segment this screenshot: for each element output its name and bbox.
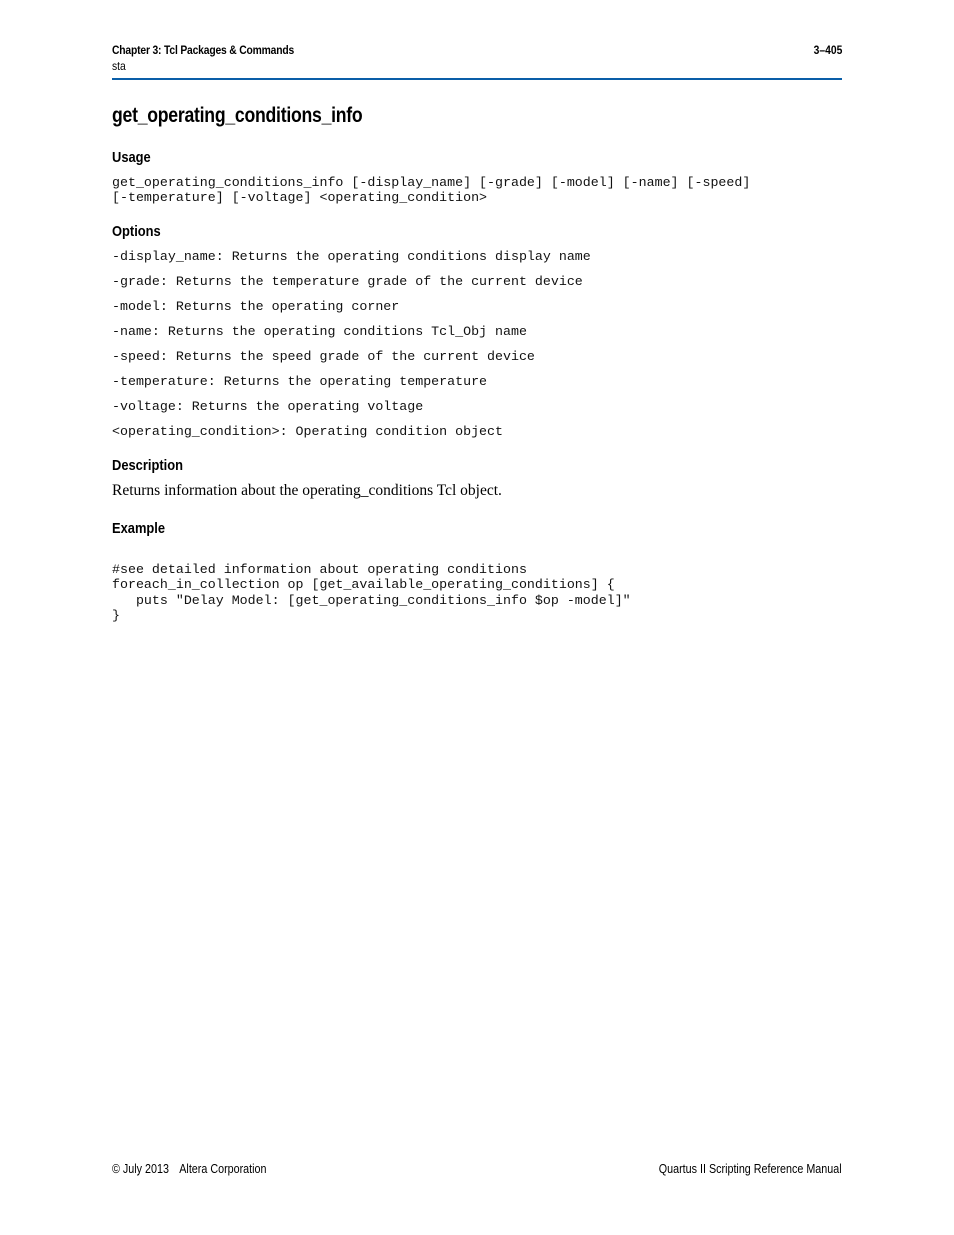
usage-line-2: [-temperature] [-voltage] <operating_condition>	[112, 190, 488, 205]
footer-company: Altera Corporation	[179, 1162, 267, 1176]
usage-line-1: get_operating_conditions_info [-display_name] [-grade] [-model] [-name] [-speed]	[112, 175, 751, 190]
description-heading: Description	[112, 457, 183, 474]
section-name: sta	[112, 59, 126, 73]
footer-manual-title: Quartus II Scripting Reference Manual	[659, 1162, 842, 1176]
command-title: get_operating_conditions_info	[112, 104, 363, 127]
usage-heading: Usage	[112, 149, 151, 166]
option-item: -display_name: Returns the operating conditions display name	[112, 249, 591, 264]
option-item: -temperature: Returns the operating temperature	[112, 374, 488, 389]
example-code-line: }	[112, 608, 120, 623]
example-code-line: puts "Delay Model: [get_operating_conditions_info $op -model]"	[112, 593, 631, 608]
option-item: <operating_condition>: Operating condition object	[112, 424, 503, 439]
option-item: -voltage: Returns the operating voltage	[112, 399, 424, 414]
option-item: -speed: Returns the speed grade of the current device	[112, 349, 535, 364]
page-header	[112, 42, 842, 80]
page-footer-left	[112, 1162, 267, 1176]
chapter-title: Chapter 3: Tcl Packages & Commands	[112, 43, 295, 57]
page-number: 3–405	[813, 43, 842, 57]
option-item: -grade: Returns the temperature grade of the current device	[112, 274, 583, 289]
option-item: -name: Returns the operating conditions Tcl_Obj name	[112, 324, 527, 339]
options-heading: Options	[112, 223, 161, 240]
option-item: -model: Returns the operating corner	[112, 299, 400, 314]
example-code-line: #see detailed information about operating conditions	[112, 562, 527, 577]
footer-date: © July 2013	[112, 1162, 169, 1176]
example-heading: Example	[112, 520, 166, 537]
description-text: Returns information about the operating_conditions Tcl object.	[112, 482, 502, 499]
example-code-line: foreach_in_collection op [get_available_operating_conditions] {	[112, 577, 615, 592]
